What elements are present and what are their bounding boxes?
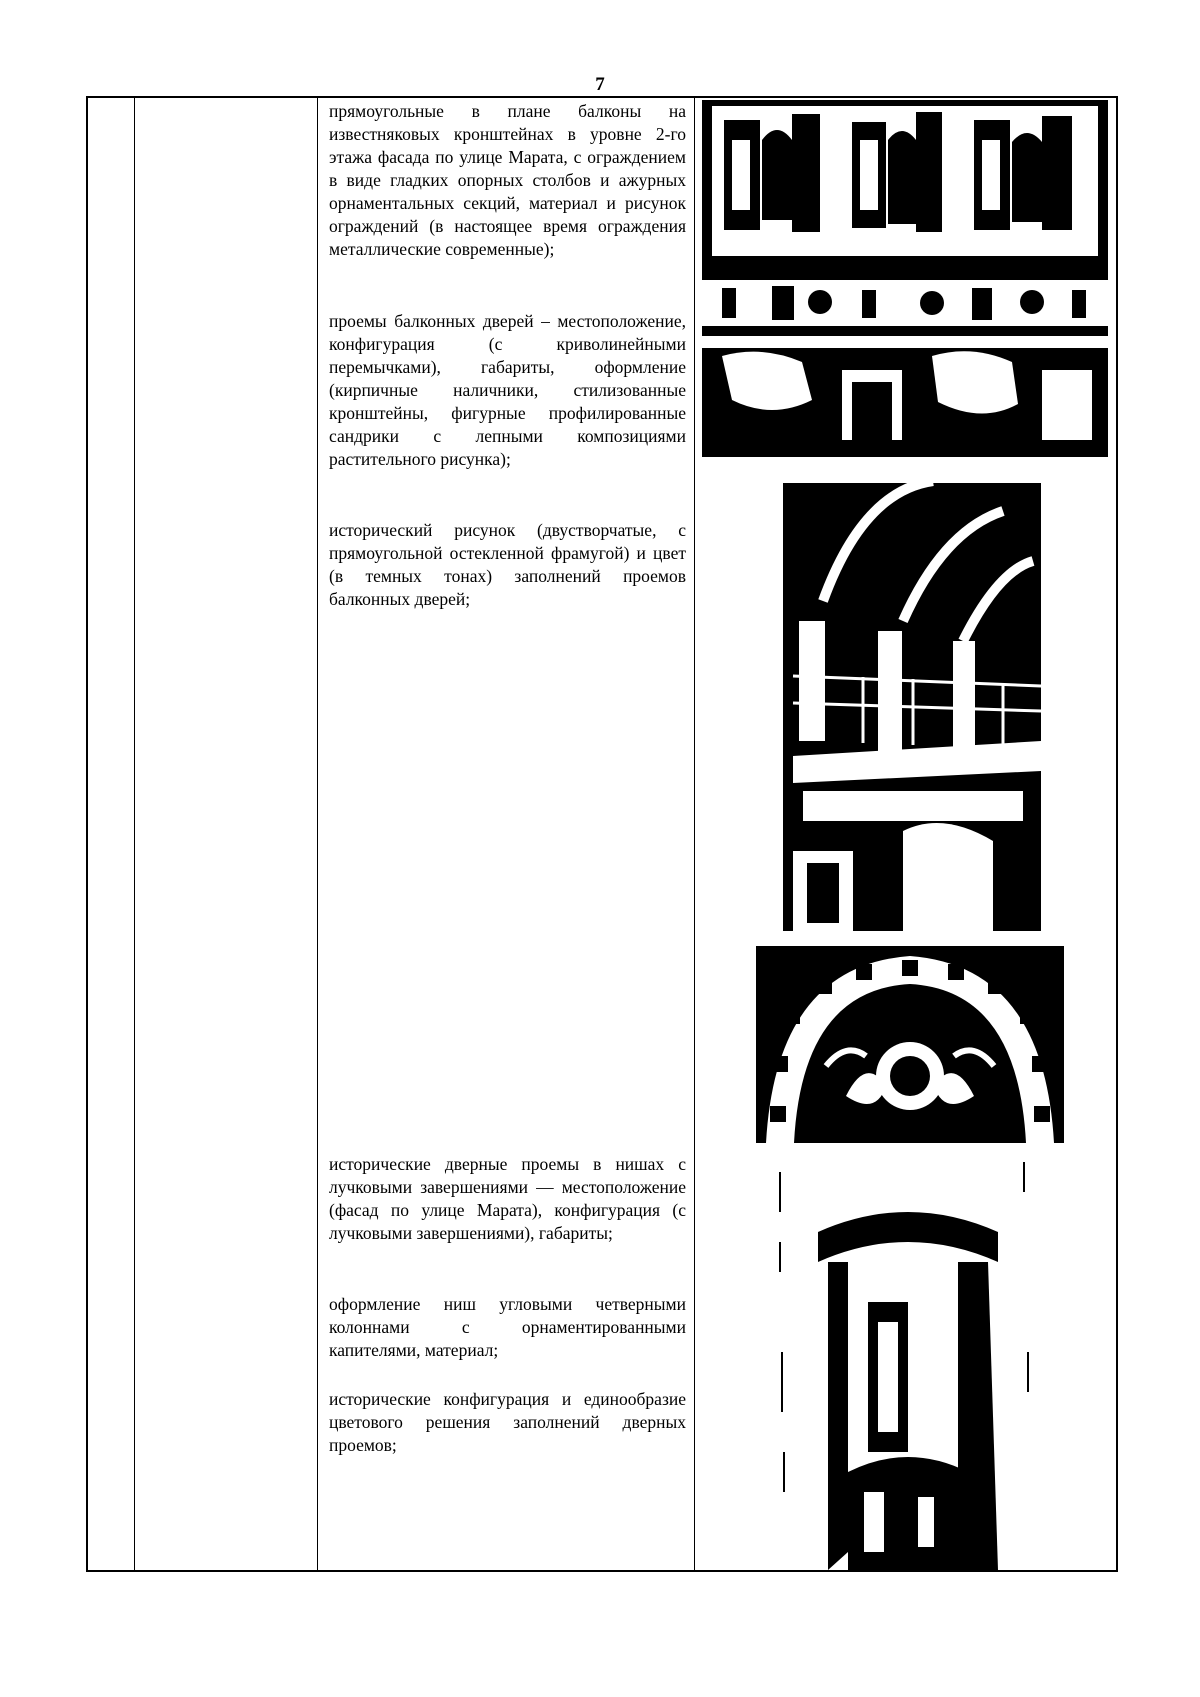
document-table bbox=[86, 96, 1118, 1572]
page-number: 7 bbox=[595, 74, 605, 95]
text-balcony-openings: проемы балконных дверей – местоположение, конфигурация (с криволинейными перемычками), габариты, оформление (кирпичные наличники, стилизованные кронштейны, фигурные профилированные сандрики с лепными композициями растительного рисунка); bbox=[329, 311, 686, 469]
column-divider bbox=[694, 98, 695, 1570]
photo-door-niche bbox=[768, 1152, 1044, 1570]
text-door-openings: исторические дверные проемы в нишах с лучковыми завершениями — местоположение (фасад по улице Марата), конфигурация (с лучковыми завершениями), габариты; bbox=[329, 1154, 686, 1243]
text-balcony-door-fill: исторический рисунок (двустворчатые, с прямоугольной остекленной фрамугой) и цвет (в темных тонах) заполнений проемов балконных дверей; bbox=[329, 520, 686, 609]
photo-facade-balconies bbox=[702, 100, 1108, 457]
photo-balcony-doors bbox=[783, 471, 1041, 931]
text-door-fill: исторические конфигурация и единообразие цветового решения заполнений дверных проемов; bbox=[329, 1389, 686, 1455]
column-divider bbox=[134, 98, 135, 1570]
text-balconies: прямоугольные в плане балконы на известняковых кронштейнах в уровне 2-го этажа фасада по улице Марата, с ограждением в виде гладких опорных столбов и ажурных орнаментальных секций, материал и рисунок ограждений (в настоящее время ограждения металлические современные); bbox=[329, 101, 686, 259]
photo-arch-ornament bbox=[756, 946, 1064, 1143]
text-niche-decoration: оформление ниш угловыми четверными колоннами с орнаментированными капителями, материал; bbox=[329, 1294, 686, 1360]
column-divider bbox=[317, 98, 318, 1570]
